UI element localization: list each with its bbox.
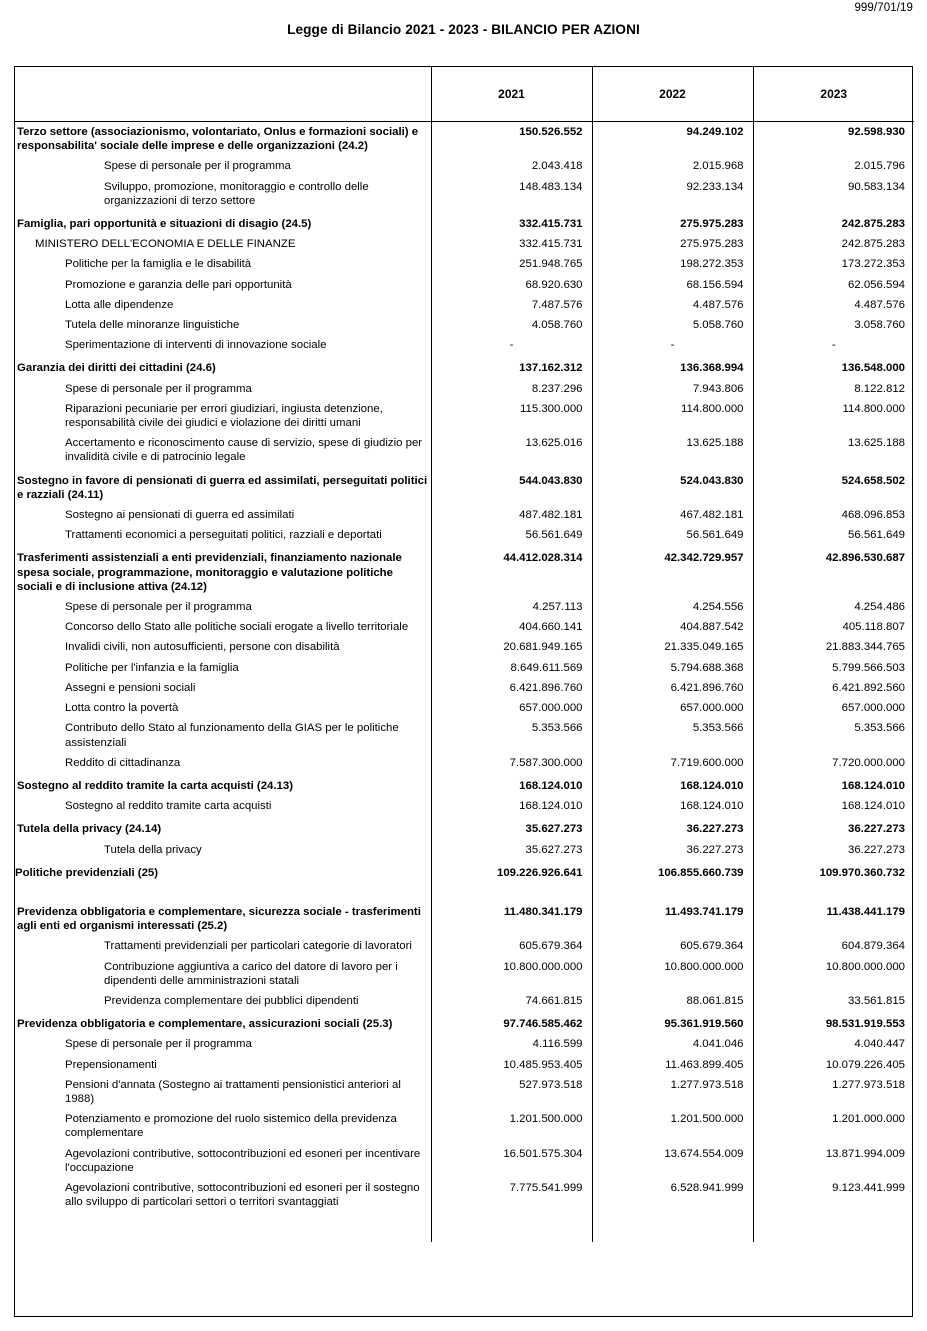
table-row (15, 399, 914, 433)
row-value-2023: 98.531.919.553 (753, 1011, 914, 1034)
row-label: Trattamenti previdenziali per particolari categorie di lavoratori (104, 940, 412, 953)
row-value-2022: 56.561.649 (592, 525, 753, 545)
row-label: Invalidi civili, non autosufficienti, persone con disabilità (65, 641, 340, 654)
page-title: Legge di Bilancio 2021 - 2023 - BILANCIO PER AZIONI (287, 22, 640, 37)
table-row (15, 468, 914, 505)
row-label-cell (15, 379, 431, 399)
table-row (15, 698, 914, 718)
table-row (15, 355, 914, 378)
row-value-2023: 42.896.530.687 (753, 545, 914, 597)
row-label: Previdenza complementare dei pubblici dipendenti (104, 994, 359, 1007)
row-value-2021: 605.679.364 (431, 936, 592, 956)
row-value-2022: 88.061.815 (592, 991, 753, 1011)
row-label-cell (15, 525, 431, 545)
row-value-2022: 168.124.010 (592, 796, 753, 816)
row-value-2021: 11.480.341.179 (431, 899, 592, 936)
row-label-cell (15, 505, 431, 525)
row-label: Previdenza obbligatoria e complementare, assicurazioni sociali (25.3) (17, 1018, 393, 1031)
row-value-2023: 13.871.994.009 (753, 1144, 914, 1178)
row-value-2023: 1.277.973.518 (753, 1075, 914, 1109)
table-header-row (15, 67, 914, 122)
row-label-cell (15, 234, 431, 254)
table-body (15, 122, 914, 1243)
table-row (15, 1075, 914, 1109)
table-row (15, 899, 914, 936)
table-row (15, 1055, 914, 1075)
row-label-cell (15, 315, 431, 335)
row-value-2023: 13.625.188 (753, 433, 914, 467)
tail-label (15, 1212, 431, 1242)
table-row (15, 525, 914, 545)
row-value-2021: 1.201.500.000 (431, 1109, 592, 1143)
row-label-cell (15, 796, 431, 816)
row-value-2021: 527.973.518 (431, 1075, 592, 1109)
row-value-2023: 90.583.134 (753, 177, 914, 211)
row-value-2022: - (592, 335, 753, 355)
row-label: Sostegno in favore di pensionati di guerra ed assimilati, perseguitati politici e razziali (24.11) (17, 474, 428, 501)
row-label-cell (15, 773, 431, 796)
row-value-2022: 68.156.594 (592, 275, 753, 295)
row-value-2022: 136.368.994 (592, 355, 753, 378)
row-label-cell (15, 936, 431, 956)
table-row (15, 637, 914, 657)
row-label: Pensioni d'annata (Sostegno ai trattamenti pensionistici anteriori al 1988) (65, 1078, 401, 1105)
row-label-cell (15, 718, 431, 752)
row-label-cell (15, 816, 431, 839)
row-label: Promozione e garanzia delle pari opportunità (65, 278, 292, 291)
row-value-2021: 150.526.552 (431, 122, 592, 157)
table-row (15, 234, 914, 254)
row-label-cell (15, 295, 431, 315)
row-label: Tutela della privacy (104, 843, 202, 856)
row-value-2021: 148.483.134 (431, 177, 592, 211)
row-label-cell (15, 753, 431, 773)
row-label: Politiche per l'infanzia e la famiglia (65, 661, 239, 674)
row-label-cell (15, 1109, 431, 1143)
row-value-2021: 332.415.731 (431, 234, 592, 254)
row-value-2023: 21.883.344.765 (753, 637, 914, 657)
row-label-cell (15, 211, 431, 234)
row-value-2022: 2.015.968 (592, 156, 753, 176)
table-row (15, 433, 914, 467)
row-value-2022: 21.335.049.165 (592, 637, 753, 657)
row-label-cell (15, 275, 431, 295)
row-value-2021: 35.627.273 (431, 840, 592, 860)
spacer-2022 (592, 883, 753, 899)
row-value-2021: 168.124.010 (431, 773, 592, 796)
row-value-2022: 7.719.600.000 (592, 753, 753, 773)
row-value-2022: 7.943.806 (592, 379, 753, 399)
spacer-2023 (753, 883, 914, 899)
table-row (15, 177, 914, 211)
row-value-2023: 168.124.010 (753, 796, 914, 816)
row-label: Contributo dello Stato al funzionamento della GIAS per le politiche assistenziali (65, 722, 399, 749)
row-value-2021: 487.482.181 (431, 505, 592, 525)
row-value-2022: 36.227.273 (592, 840, 753, 860)
row-value-2022: 36.227.273 (592, 816, 753, 839)
row-value-2022: 94.249.102 (592, 122, 753, 157)
row-value-2022: 6.528.941.999 (592, 1178, 753, 1212)
table-row (15, 753, 914, 773)
row-value-2023: 5.799.566.503 (753, 658, 914, 678)
row-label: Contribuzione aggiuntiva a carico del datore di lavoro per i dipendenti delle amministrazioni statali (104, 960, 398, 987)
row-label: Tutela delle minoranze linguistiche (65, 319, 240, 332)
row-value-2021: 7.587.300.000 (431, 753, 592, 773)
row-value-2022: 13.674.554.009 (592, 1144, 753, 1178)
row-value-2021: 5.353.566 (431, 718, 592, 752)
row-label-cell (15, 637, 431, 657)
table-row (15, 295, 914, 315)
table-row (15, 254, 914, 274)
row-label-cell (15, 335, 431, 355)
row-label-cell (15, 399, 431, 433)
row-value-2023: 10.800.000.000 (753, 957, 914, 991)
row-value-2021: 168.124.010 (431, 796, 592, 816)
row-value-2022: 4.254.556 (592, 597, 753, 617)
row-value-2023: 36.227.273 (753, 840, 914, 860)
table-row (15, 597, 914, 617)
row-label: Agevolazioni contributive, sottocontribuzioni ed esoneri per il sostegno allo sviluppo di particolari settori o territori svantaggiati (65, 1181, 420, 1209)
table-row (15, 379, 914, 399)
row-value-2021: 20.681.949.165 (431, 637, 592, 657)
budget-table-container (14, 66, 913, 1317)
row-label: Spese di personale per il programma (104, 160, 291, 173)
row-value-2021: 4.116.599 (431, 1034, 592, 1054)
row-value-2021: 7.775.541.999 (431, 1178, 592, 1212)
row-label-cell (15, 468, 431, 505)
row-value-2023: 468.096.853 (753, 505, 914, 525)
table-row (15, 718, 914, 752)
row-value-2022: 1.277.973.518 (592, 1075, 753, 1109)
row-label-cell (15, 698, 431, 718)
row-label: Potenziamento e promozione del ruolo sistemico della previdenza complementare (65, 1113, 397, 1140)
row-value-2021: 404.660.141 (431, 617, 592, 637)
row-label-cell (15, 1034, 431, 1054)
table-row (15, 545, 914, 597)
row-label: Trasferimenti assistenziali a enti previdenziali, finanziamento nazionale spesa sociale, programmazione, monitoraggio e valutazione politiche sociali e di inclusione attiva (24.12) (17, 552, 402, 593)
row-value-2021: 4.058.760 (431, 315, 592, 335)
table-row (15, 1011, 914, 1034)
row-label: Agevolazioni contributive, sottocontribuzioni ed esoneri per incentivare l'occupazione (65, 1147, 421, 1174)
row-label: Garanzia dei diritti dei cittadini (24.6) (17, 362, 216, 375)
spacer-label (15, 883, 431, 899)
row-value-2023: 5.353.566 (753, 718, 914, 752)
row-value-2021: 657.000.000 (431, 698, 592, 718)
row-label-cell (15, 177, 431, 211)
row-value-2023: 56.561.649 (753, 525, 914, 545)
row-value-2022: 6.421.896.760 (592, 678, 753, 698)
row-label: Spese di personale per il programma (65, 382, 252, 395)
row-value-2023: 36.227.273 (753, 816, 914, 839)
row-value-2021: 544.043.830 (431, 468, 592, 505)
row-value-2021: 97.746.585.462 (431, 1011, 592, 1034)
row-label-cell (15, 957, 431, 991)
row-label-cell (15, 860, 431, 883)
row-value-2023: 657.000.000 (753, 698, 914, 718)
row-value-2022: 4.487.576 (592, 295, 753, 315)
table-row (15, 658, 914, 678)
row-label-cell (15, 545, 431, 597)
row-value-2023: 10.079.226.405 (753, 1055, 914, 1075)
document-code: 999/701/19 (854, 2, 913, 14)
row-label-cell (15, 658, 431, 678)
table-row (15, 617, 914, 637)
row-value-2022: 5.353.566 (592, 718, 753, 752)
row-value-2022: 42.342.729.957 (592, 545, 753, 597)
row-value-2023: 62.056.594 (753, 275, 914, 295)
row-value-2022: 5.058.760 (592, 315, 753, 335)
row-label: Assegni e pensioni sociali (65, 681, 196, 694)
table-row (15, 505, 914, 525)
row-label-cell (15, 899, 431, 936)
row-value-2022: 404.887.542 (592, 617, 753, 637)
table-row (15, 796, 914, 816)
table-row (15, 315, 914, 335)
table-row (15, 1144, 914, 1178)
row-value-2022: 106.855.660.739 (592, 860, 753, 883)
table-row (15, 936, 914, 956)
row-value-2022: 275.975.283 (592, 211, 753, 234)
row-value-2021: 68.920.630 (431, 275, 592, 295)
row-label-cell (15, 1144, 431, 1178)
row-value-2022: 1.201.500.000 (592, 1109, 753, 1143)
row-value-2021: - (431, 335, 592, 355)
table-row (15, 122, 914, 157)
table-row (15, 840, 914, 860)
row-value-2022: 275.975.283 (592, 234, 753, 254)
tail-2021 (431, 1212, 592, 1242)
table-row (15, 860, 914, 883)
row-label-cell (15, 355, 431, 378)
row-label-cell (15, 617, 431, 637)
column-header-2022: 2022 (592, 67, 753, 122)
row-label: Famiglia, pari opportunità e situazioni di disagio (24.5) (17, 218, 312, 231)
row-label: MINISTERO DELL'ECONOMIA E DELLE FINANZE (35, 238, 296, 251)
row-label: Spese di personale per il programma (65, 1038, 252, 1051)
row-value-2021: 115.300.000 (431, 399, 592, 433)
row-label: Sostegno al reddito tramite carta acquisti (65, 800, 272, 813)
row-value-2023: 11.438.441.179 (753, 899, 914, 936)
row-value-2022: 467.482.181 (592, 505, 753, 525)
row-value-2023: 136.548.000 (753, 355, 914, 378)
row-value-2023: 405.118.807 (753, 617, 914, 637)
tail-2023 (753, 1212, 914, 1242)
row-value-2023: 6.421.892.560 (753, 678, 914, 698)
row-label: Spese di personale per il programma (65, 601, 252, 614)
row-value-2023: 1.201.000.000 (753, 1109, 914, 1143)
row-label: Previdenza obbligatoria e complementare, sicurezza sociale - trasferimenti agli enti ed organismi interessati (25.2) (17, 905, 421, 933)
row-label-cell (15, 122, 431, 157)
row-value-2021: 109.226.926.641 (431, 860, 592, 883)
row-label-cell (15, 1011, 431, 1034)
row-label: Sostegno ai pensionati di guerra ed assimilati (65, 509, 295, 522)
table-row (15, 275, 914, 295)
row-value-2023: 242.875.283 (753, 234, 914, 254)
table-spacer-row (15, 883, 914, 899)
budget-table (15, 67, 914, 1242)
table-row (15, 678, 914, 698)
row-label-cell (15, 991, 431, 1011)
row-label: Accertamento e riconoscimento cause di servizio, spese di giudizio per invalidità civile e di patrocinio legale (65, 437, 423, 464)
table-row (15, 1178, 914, 1212)
row-label: Tutela della privacy (24.14) (17, 823, 162, 836)
row-value-2021: 2.043.418 (431, 156, 592, 176)
row-value-2022: 198.272.353 (592, 254, 753, 274)
row-label: Terzo settore (associazionismo, volontariato, Onlus e formazioni sociali) e responsabilita' sociale delle imprese e delle organizzazioni (24.2) (17, 126, 419, 153)
row-value-2023: - (753, 335, 914, 355)
row-value-2023: 524.658.502 (753, 468, 914, 505)
row-label-cell (15, 254, 431, 274)
row-value-2022: 13.625.188 (592, 433, 753, 467)
row-value-2021: 8.649.611.569 (431, 658, 592, 678)
row-label: Sviluppo, promozione, monitoraggio e controllo delle organizzazioni di terzo settore (104, 180, 369, 207)
row-value-2023: 33.561.815 (753, 991, 914, 1011)
row-value-2023: 109.970.360.732 (753, 860, 914, 883)
row-value-2022: 11.463.899.405 (592, 1055, 753, 1075)
table-header (15, 67, 914, 122)
row-value-2022: 524.043.830 (592, 468, 753, 505)
row-value-2021: 35.627.273 (431, 816, 592, 839)
row-value-2021: 251.948.765 (431, 254, 592, 274)
row-value-2022: 5.794.688.368 (592, 658, 753, 678)
row-value-2023: 2.015.796 (753, 156, 914, 176)
row-value-2023: 4.254.486 (753, 597, 914, 617)
table-row (15, 156, 914, 176)
row-value-2022: 95.361.919.560 (592, 1011, 753, 1034)
row-value-2022: 92.233.134 (592, 177, 753, 211)
row-value-2023: 242.875.283 (753, 211, 914, 234)
row-value-2021: 74.661.815 (431, 991, 592, 1011)
table-row (15, 1034, 914, 1054)
row-label-cell (15, 1055, 431, 1075)
row-value-2023: 604.879.364 (753, 936, 914, 956)
row-value-2021: 7.487.576 (431, 295, 592, 315)
row-value-2021: 56.561.649 (431, 525, 592, 545)
row-value-2023: 3.058.760 (753, 315, 914, 335)
row-value-2021: 137.162.312 (431, 355, 592, 378)
row-value-2023: 168.124.010 (753, 773, 914, 796)
row-value-2022: 168.124.010 (592, 773, 753, 796)
row-value-2022: 10.800.000.000 (592, 957, 753, 991)
row-value-2021: 6.421.896.760 (431, 678, 592, 698)
row-label-cell (15, 1075, 431, 1109)
row-value-2021: 44.412.028.314 (431, 545, 592, 597)
row-value-2021: 10.800.000.000 (431, 957, 592, 991)
row-value-2023: 9.123.441.999 (753, 1178, 914, 1212)
row-value-2021: 16.501.575.304 (431, 1144, 592, 1178)
row-label: Politiche per la famiglia e le disabilità (65, 258, 252, 271)
row-label: Sperimentazione di interventi di innovazione sociale (65, 339, 327, 352)
row-value-2023: 114.800.000 (753, 399, 914, 433)
row-value-2023: 173.272.353 (753, 254, 914, 274)
row-value-2022: 605.679.364 (592, 936, 753, 956)
row-label: Sostegno al reddito tramite la carta acquisti (24.13) (17, 779, 293, 792)
row-value-2023: 8.122.812 (753, 379, 914, 399)
tail-2022 (592, 1212, 753, 1242)
row-label: Reddito di cittadinanza (65, 756, 181, 769)
row-label: Lotta contro la povertà (65, 702, 179, 715)
row-label-cell (15, 433, 431, 467)
row-value-2021: 10.485.953.405 (431, 1055, 592, 1075)
column-header-label (15, 67, 431, 122)
row-label-cell (15, 1178, 431, 1212)
column-header-2023: 2023 (753, 67, 914, 122)
row-label-cell (15, 678, 431, 698)
row-value-2023: 4.040.447 (753, 1034, 914, 1054)
row-label: Riparazioni pecuniarie per errori giudiziari, ingiusta detenzione, responsabilità civile dei giudici e violazione dei diritti umani (65, 402, 383, 430)
row-value-2022: 657.000.000 (592, 698, 753, 718)
row-value-2021: 13.625.016 (431, 433, 592, 467)
table-row (15, 991, 914, 1011)
row-value-2021: 332.415.731 (431, 211, 592, 234)
row-label: Lotta alle dipendenze (65, 298, 174, 311)
spacer-2021 (431, 883, 592, 899)
table-row (15, 1109, 914, 1143)
row-value-2021: 8.237.296 (431, 379, 592, 399)
table-row (15, 957, 914, 991)
row-value-2022: 11.493.741.179 (592, 899, 753, 936)
row-label: Trattamenti economici a perseguitati politici, razziali e deportati (65, 529, 382, 542)
table-row (15, 773, 914, 796)
row-value-2023: 4.487.576 (753, 295, 914, 315)
row-label-cell (15, 156, 431, 176)
row-label-cell (15, 840, 431, 860)
row-value-2023: 92.598.930 (753, 122, 914, 157)
row-value-2022: 114.800.000 (592, 399, 753, 433)
table-row (15, 335, 914, 355)
row-label-cell (15, 597, 431, 617)
table-tail-row (15, 1212, 914, 1242)
row-label: Concorso dello Stato alle politiche sociali erogate a livello territoriale (65, 621, 409, 634)
table-row (15, 211, 914, 234)
row-value-2021: 4.257.113 (431, 597, 592, 617)
row-label: Politiche previdenziali (25) (15, 866, 159, 879)
row-value-2023: 7.720.000.000 (753, 753, 914, 773)
row-value-2022: 4.041.046 (592, 1034, 753, 1054)
row-label: Prepensionamenti (65, 1058, 157, 1071)
table-row (15, 816, 914, 839)
column-header-2021: 2021 (431, 67, 592, 122)
